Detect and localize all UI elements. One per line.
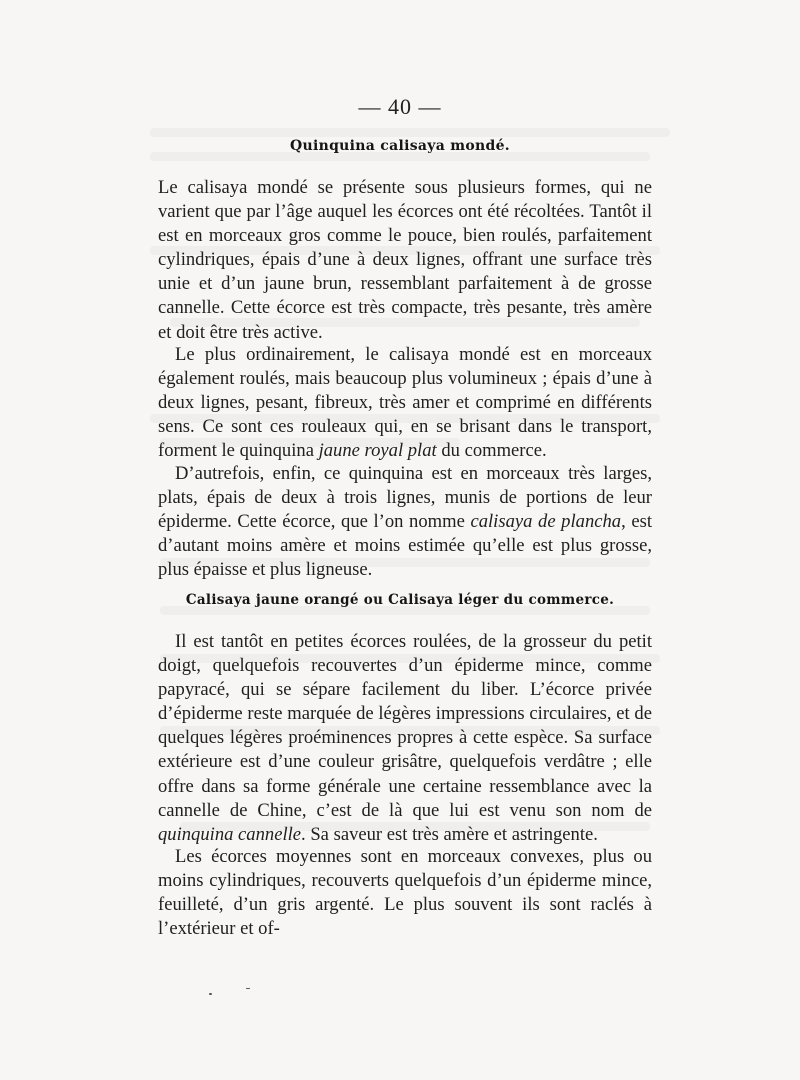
section-heading-calisaya-monde: Quinquina calisaya mondé. <box>290 138 510 154</box>
italic-term: calisaya de plancha <box>470 511 622 533</box>
paragraph-text: Le plus ordinairement, le calisaya mondé est en morceaux également roulés, mais beaucoup plus volumineux ; épais d’une à deux lignes, pesant, fibreux, très amer et comprimé en différents sens. Ce sont ces rouleaux qui, en se brisant dans le transport, forment le quinquina <box>158 344 652 462</box>
ink-speck <box>209 993 212 995</box>
italic-term: jaune royal plat <box>318 440 437 462</box>
paragraph-text: Le calisaya mondé se présente sous plusieurs formes, qui ne varient que par l’âge auquel les écorces ont été récoltées. Tantôt il est en morceaux gros comme le pouce, bien roulés, parfaitement cylindriques, épais d’une à deux lignes, offrant une surface très unie et d’un jaune brun, ressemblant parfaitement à de grosse cannelle. Cette écorce est très compacte, très pesante, très amère et doit être très active. <box>158 177 652 343</box>
paragraph <box>158 176 652 345</box>
paragraph-text: du commerce. <box>436 440 547 462</box>
paragraph-text: Les écorces moyennes sont en morceaux convexes, plus ou moins cylindriques, recouverts quelquefois d’un épiderme mince, feuilleté, d’un gris argenté. Le plus souvent ils sont raclés à l’extérieur et of- <box>158 846 652 940</box>
ink-speck <box>246 988 250 989</box>
paragraph-text: Il est tantôt en petites écorces roulées, de la grosseur du petit doigt, quelquefois recouvertes d’un épiderme mince, comme papyracé, qui se sépare facilement du liber. L’écorce privée d’épiderme reste marquée de légères impressions circulaires, et de quelques légères proéminences propres à cette espèce. Sa surface extérieure est d’une couleur grisâtre, quelquefois verdâtre ; elle offre dans sa forme générale une certaine ressemblance avec la cannelle de Chine, c’est de là que lui est venu son nom de <box>158 631 652 821</box>
page-number: — 40 — <box>358 94 442 119</box>
paragraph <box>158 343 652 463</box>
paragraph-text: D’autrefois, enfin, ce quinquina est en morceaux très larges, plats, épais de deux à trois lignes, munis de portions de leur épiderme. Cette écorce, que l’on nomme <box>158 463 652 533</box>
section-heading-calisaya-jaune-orange: Calisaya jaune orangé ou Calisaya léger du commerce. <box>185 592 615 608</box>
paragraph-text: . Sa saveur est très amère et astringente. <box>301 823 598 845</box>
paragraph <box>158 630 652 847</box>
paragraph <box>158 462 652 582</box>
italic-term: quinquina cannelle <box>158 823 302 845</box>
paragraph-text: , est d’autant moins amère et moins estimée qu’elle est plus grosse, plus épaisse et plus ligneuse. <box>158 511 653 581</box>
paragraph <box>158 845 652 941</box>
